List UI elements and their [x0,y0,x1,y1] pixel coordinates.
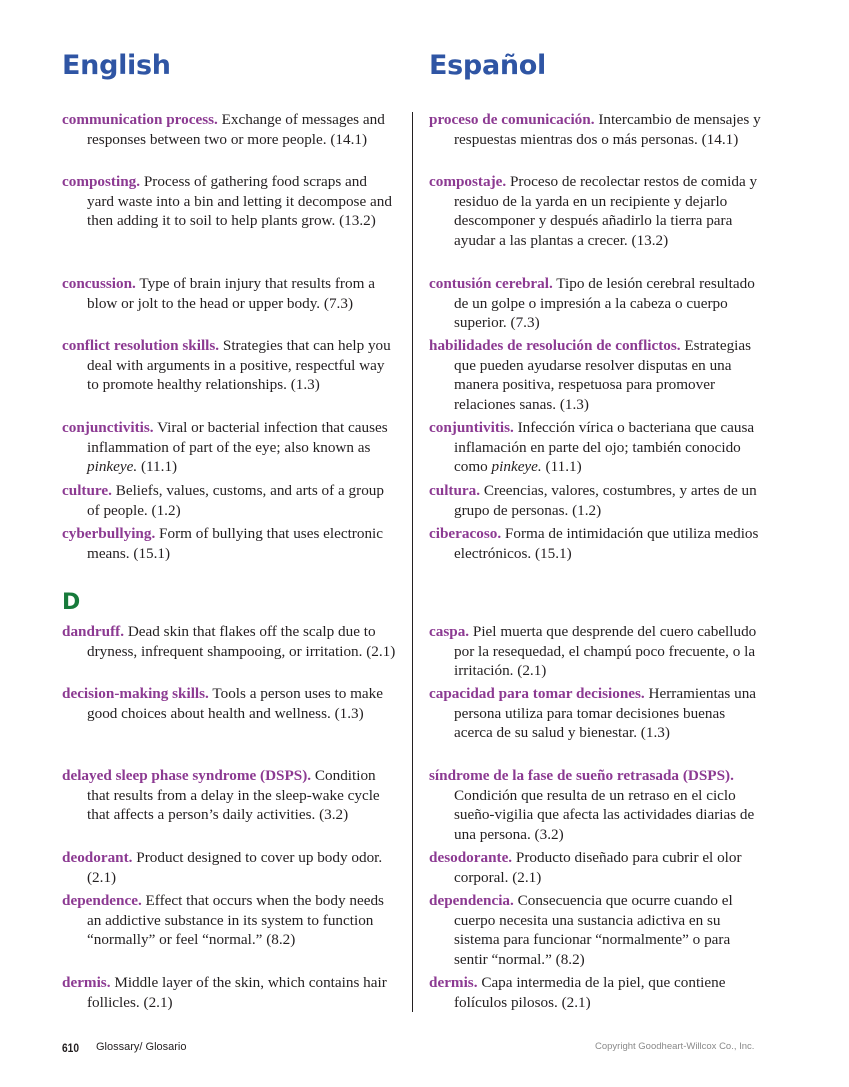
entry-term: dermis. [62,974,111,991]
entry-term: culture. [62,482,112,499]
entry-term: ciberacoso. [429,525,502,542]
glossary-entry-en [62,274,397,313]
glossary-entry-en [62,524,397,563]
entry-reference: (11.1) [140,458,178,476]
english-heading: English [62,50,171,81]
entry-term: deodorant. [62,849,133,866]
entry-term: cyberbullying. [62,525,156,542]
entry-definition: Herramientas una persona utiliza para tomar decisiones buenas acerca de su salud y bienestar. (1.3) [454,685,757,742]
entry-definition: Tools a person uses to make good choices about health and wellness. (1.3) [87,685,383,722]
entry-definition: Form of bullying that uses electronic means. (15.1) [87,525,384,562]
glossary-entry-en [62,766,397,825]
glossary-entry-en [62,418,397,477]
glossary-entry-en [62,848,397,887]
entry-definition: Condition that results from a delay in the sleep-wake cycle that affects a person’s daily activities. (3.2) [87,767,380,824]
glossary-entry-en [62,973,397,1012]
entry-definition: Infección vírica o bacteriana que causa inflamación en parte del ojo; también conocido como [454,419,755,476]
column-divider [412,112,413,1012]
entry-definition: Forma de intimidación que utiliza medios electrónicos. (15.1) [454,525,759,562]
glossary-entry-en [62,172,397,231]
entry-term: desodorante. [429,849,513,866]
entry-definition: Producto diseñado para cubrir el olor corporal. (2.1) [454,849,742,886]
entry-term: delayed sleep phase syndrome (DSPS). [62,767,312,784]
copyright: Copyright Goodheart-Willcox Co., Inc. [595,1041,755,1052]
entry-definition: Middle layer of the skin, which contains hair follicles. (2.1) [87,974,387,1011]
entry-definition: Strategies that can help you deal with arguments in a positive, respectful way to promote healthy relationships. (1.3) [87,337,391,394]
glossary-entry-en [62,336,397,395]
entry-definition: Type of brain injury that results from a blow or jolt to the head or upper body. (7.3) [87,275,375,312]
entry-definition: Tipo de lesión cerebral resultado de un golpe o impresión a la cabeza o cuerpo superior. (7.3) [454,275,755,332]
glossary-entry-es [429,622,764,681]
entry-definition: Process of gathering food scraps and yard waste into a bin and letting it decompose and then adding it to soil to help plants grow. (13.2) [87,173,392,230]
glossary-entry-es [429,110,764,149]
glossary-entry-es [429,418,764,477]
entry-term: dandruff. [62,623,125,640]
entry-term: communication process. [62,111,218,128]
entry-definition: Consecuencia que ocurre cuando el cuerpo necesita una sustancia adictiva en su sistema para funcionar “normalmente” o para sentir “normal.” (8.2) [454,892,733,968]
glossary-entry-es [429,684,764,743]
entry-term: decision-making skills. [62,685,209,702]
entry-definition: Estrategias que pueden ayudarse resolver disputas en una manera positiva, respetuosa para promover relaciones sanas. (1.3) [454,337,752,413]
entry-definition: Creencias, valores, costumbres, y artes de un grupo de personas. (1.2) [454,482,757,519]
entry-term: contusión cerebral. [429,275,553,292]
glossary-entry-es [429,973,764,1012]
glossary-entry-es [429,172,764,250]
glossary-entry-es [429,274,764,333]
section-label: Glossary/ Glosario [96,1041,187,1053]
glossary-entry-es [429,891,764,969]
entry-alias: pinkeye. [87,458,138,476]
entry-definition: Proceso de recolectar restos de comida y residuo de la yarda en un recipiente y dejarlo descomponer y después añadirlo la tierra para ayudar a las plantas a crecer. (13.2) [454,173,758,249]
glossary-entry-en [62,684,397,723]
page-number: 610 [62,1041,80,1055]
glossary-entry-es [429,524,764,563]
entry-term: dependencia. [429,892,514,909]
letter-heading-d: D [62,590,81,615]
entry-term: proceso de comunicación. [429,111,595,128]
entry-definition: Effect that occurs when the body needs an addictive substance in its system to function “normally” or feel “normal.” (8.2) [87,892,384,949]
entry-definition: Beliefs, values, customs, and arts of a group of people. (1.2) [87,482,384,519]
entry-reference: (11.1) [545,458,582,476]
glossary-entry-en [62,891,397,950]
glossary-entry-es [429,766,764,844]
entry-term: dependence. [62,892,142,909]
glossary-entry-en [62,622,397,661]
entry-alias: pinkeye. [491,458,542,476]
glossary-entry-es [429,848,764,887]
entry-definition: Capa intermedia de la piel, que contiene folículos pilosos. (2.1) [454,974,726,1011]
entry-term: conjunctivitis. [62,419,154,436]
entry-definition: Intercambio de mensajes y respuestas mientras dos o más personas. (14.1) [454,111,761,148]
entry-term: dermis. [429,974,478,991]
entry-definition: Piel muerta que desprende del cuero cabelludo por la resequedad, el champú poco frecuente, o la irritación. (2.1) [454,623,757,680]
entry-definition: Condición que resulta de un retraso en el ciclo sueño-vigilia que afecta las actividades diarias de una persona. (3.2) [454,786,755,843]
glossary-entry-es [429,481,764,520]
entry-term: conjuntivitis. [429,419,514,436]
glossary-entry-en [62,110,397,149]
entry-definition: Product designed to cover up body odor. (2.1) [87,849,383,886]
glossary-entry-es [429,336,764,414]
entry-term: síndrome de la fase de sueño retrasada (DSPS). [429,767,734,784]
entry-term: habilidades de resolución de conflictos. [429,337,681,354]
entry-term: compostaje. [429,173,507,190]
entry-definition: Dead skin that flakes off the scalp due to dryness, infrequent shampooing, or irritation. (2.1) [87,623,396,660]
entry-term: conflict resolution skills. [62,337,220,354]
entry-term: caspa. [429,623,470,640]
entry-definition: Exchange of messages and responses between two or more people. (14.1) [87,111,385,148]
entry-term: cultura. [429,482,481,499]
entry-term: concussion. [62,275,136,292]
entry-term: composting. [62,173,141,190]
spanish-heading: Español [429,50,546,81]
entry-definition: Viral or bacterial infection that causes inflammation of part of the eye; also known as [87,419,388,456]
entry-term: capacidad para tomar decisiones. [429,685,645,702]
glossary-entry-en [62,481,397,520]
